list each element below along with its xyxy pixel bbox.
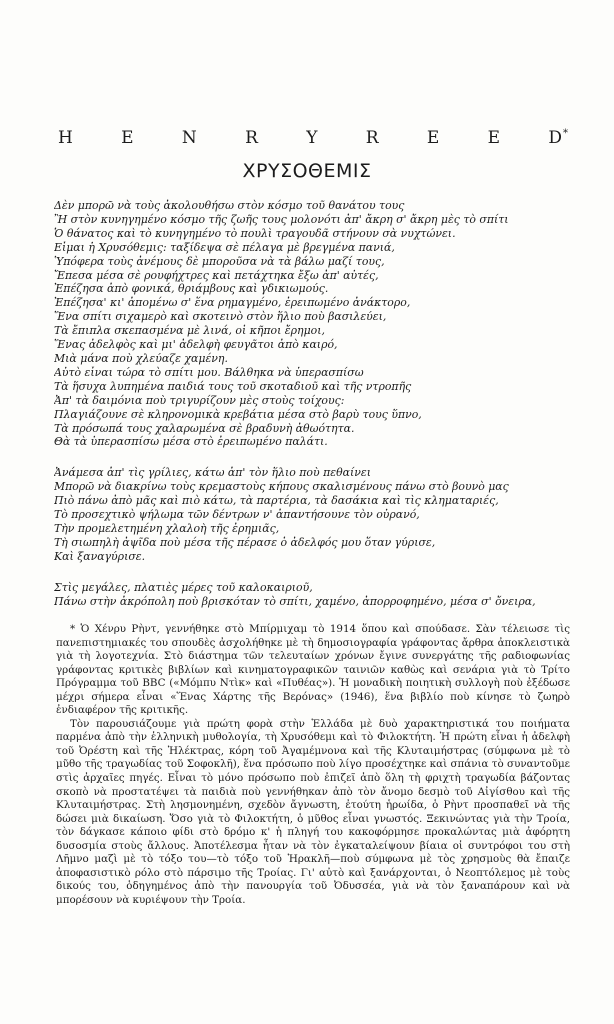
poem-line: Στὶς μεγάλες, πλατιὲς μέρες τοῦ καλοκαιριοῦ, [54, 580, 313, 594]
poem-line: Πάνω στὴν ἀκρόπολη ποὺ βρισκόταν τὸ σπίτι, χαμένο, ἀπορροφημένο, μέσα σ' ὄνειρα, [54, 594, 536, 608]
poem-line: Ἢ στὸν κυνηγημένο κόσμο τῆς ζωῆς τους μολονότι ἀπ' ἄκρη σ' ἄκρη μὲς τὸ σπίτι [54, 212, 509, 226]
author-letter: E [426, 128, 440, 148]
poem-line: Δὲν μπορῶ νὰ τοὺς ἀκολουθήσω στὸν κόσμο τοῦ θανάτου τους [54, 199, 405, 212]
footnote-marker: * [562, 128, 568, 139]
poem-line: Τὰ πρόσωπά τους χαλαρωμένα σὲ βραδυνὴ ἀθωότητα. [54, 421, 355, 435]
poem-line: Ἐπέζησα' κι' ἀπομένω σ' ἕνα ρημαγμένο, ἐρειπωμένο ἀνάκτορο, [54, 296, 411, 310]
author-letter: E [121, 128, 134, 148]
author-letter: Y [306, 128, 318, 148]
poem-line: Μπορῶ νὰ διακρίνω τοὺς κρεμαστοὺς κήπους σκαλισμένους πάνω στὸ βουνὸ μας [54, 480, 509, 494]
poem-line: Ἀπ' τὰ δαιμόνια ποὺ τριγυρίζουν μὲς στοὺς τοίχους: [54, 393, 345, 407]
author-letter: R [245, 128, 258, 148]
poem-line: Πλαγιάζουνε σὲ κληρονομικὰ κρεβάτια μέσα στὸ βαρὺ τους ὕπνο, [54, 407, 422, 421]
poem-line: Εἶμαι ἡ Χρυσόθεμις: ταξίδεψα σὲ πέλαγα μὲ βρεγμένα πανιά, [54, 240, 395, 254]
poem-line: Ἐπέζησα ἀπὸ φονικά, θριάμβους καὶ γδικιωμούς. [54, 282, 329, 296]
footnote-paragraph: * Ὁ Χένρυ Ρὴντ, γεννήθηκε στὸ Μπίρμιχαμ τὸ 1914 ὅπου καὶ σπούδασε. Σὰν τέλειωσε τὶς πανεπιστημιακές του σπουδὲς ἀσχολήθηκε μὲ τὴ δημοσιογραφία γράφοντας ἄρθρα ἀποκλειστικὰ γιὰ τὴ λογοτεχνία. Στὸ διάστημα τῶν τελευταίων χρόνων ἔγινε συνεργάτης τῆς ραδιοφωνίας γράφοντας κριτικὲς βιβλίων καὶ κινηματογραφικῶν ταινιῶν καθὼς καὶ σενάρια γιὰ τὸ Τρίτο Πρόγραμμα τοῦ BBC («Μόμπυ Ντὶκ» καὶ «Πυθέας»). Ἡ μοναδικὴ ποιητικὴ συλλογὴ ποὺ ἐξέδωσε μέχρι σήμερα εἶναι «Ἕνας Χάρτης τῆς Βερόνας» (1946), ἕνα βιβλίο ποὺ κίνησε τὸ ζωηρὸ ἐνδιαφέρον τῆς κριτικῆς. [56, 623, 570, 717]
poem-line: Τὸ προσεχτικὸ ψήλωμα τῶν δέντρων ν' ἀπαντήσουνε τὸν οὐρανό, [54, 508, 420, 522]
poem-line: Πιὸ πάνω ἀπὸ μᾶς καὶ πιὸ κάτω, τὰ παρτέρια, τὰ δασάκια καὶ τὶς κληματαριές, [54, 494, 499, 508]
poem-line: Τὴν προμελετημένη χλαλοὴ τῆς ἐρημιᾶς, [54, 521, 280, 535]
poem-title: ΧΡΥΣΟΘΕΜΙΣ [242, 160, 372, 182]
author-letter: D [548, 128, 562, 148]
author-heading [58, 128, 568, 148]
footnote [56, 623, 570, 907]
poem-line: Ἕνας ἀδελφὸς καὶ μι' ἀδελφὴ φευγᾶτοι ἀπὸ καιρό, [54, 338, 338, 352]
poem-line: Τὰ ἔπιπλα σκεπασμένα μὲ λινά, οἱ κῆποι ἔρημοι, [54, 324, 325, 338]
poem-line: Θὰ τὰ ὑπερασπίσω μέσα στὸ ἐρειπωμένο παλάτι. [54, 435, 328, 449]
poem-line: Καὶ ξαναγύρισε. [54, 549, 146, 563]
author-letter: E [487, 128, 501, 148]
poem-line: Αὐτὸ εἶναι τώρα τὸ σπίτι μου. Βάλθηκα νὰ ὑπερασπίσω [54, 365, 364, 379]
poem-body [54, 199, 574, 625]
poem-line: Ἀνάμεσα ἀπ' τὶς γρίλιες, κάτω ἀπ' τὸν ἥλιο ποὺ πεθαίνει [54, 466, 371, 480]
author-letter: R [365, 128, 379, 148]
poem-line: Ἔπεσα μέσα σὲ ρουφήχτρες καὶ πετάχτηκα ἔξω ἀπ' αὐτές, [54, 268, 379, 282]
poem-line: Μιὰ μάνα ποὺ χλεύαζε χαμένη. [54, 351, 228, 365]
poem-line: Τὴ σιωπηλὴ ἀψῖδα ποὺ μέσα τῆς πέρασε ὁ ἀδελφός μου ὅταν γύρισε, [54, 535, 436, 549]
poem-line: Ἕνα σπίτι σιχαμερὸ καὶ σκοτεινὸ στὸν ἥλιο ποὺ βασιλεύει, [54, 310, 387, 324]
poem-line: Τὰ ἥσυχα λυπημένα παιδιά τους τοῦ σκοταδιοῦ καὶ τῆς ντροπῆς [54, 379, 412, 393]
author-letter-last [548, 128, 568, 148]
stanza-3 [54, 581, 574, 609]
footnote-paragraph: Τὸν παρουσιάζουμε γιὰ πρώτη φορὰ στὴν Ἑλλάδα μὲ δυὸ χαρακτηριστικά του ποιήματα παρμένα ἀπὸ τὴν ἑλληνικὴ μυθολογία, τὴ Χρυσόθεμι καὶ τὸ Φιλοκτήτη. Ἡ πρώτη εἶναι ἡ ἀδελφὴ τοῦ Ὀρέστη καὶ τῆς Ἠλέκτρας, κόρη τοῦ Ἀγαμέμνονα καὶ τῆς Κλυταιμήστρας (σύμφωνα μὲ τὸ μῦθο τῆς τραγωδίας τοῦ Σοφοκλῆ), ἕνα πρόσωπο ποὺ λίγο προσέχτηκε καὶ σπάνια τὸ συναντοῦμε στὶς ἀρχαῖες πηγές. Εἶναι τὸ μόνο πρόσωπο ποὺ ἐπιζεῖ ἀπὸ ὅλη τὴ φριχτὴ τραγωδία βάζοντας σκοπὸ νὰ προστατέψει τὰ παιδιὰ ποὺ γεννήθηκαν ἀπὸ τὸν ἄνομο δεσμὸ τοῦ Αἰγίσθου καὶ τῆς Κλυταιμήστρας. Στὴ λησμονημένη, σχεδὸν ἄγνωστη, ἐτούτη ἡρωίδα, ὁ Ρὴντ προσπαθεῖ νὰ τῆς δώσει μιὰ δικαίωση. Ὅσο γιὰ τὸ Φιλοκτήτη, ὁ μῦθος εἶναι γνωστός. Ξεκινώντας γιὰ τὴν Τροία, τὸν δάγκασε κάποιο φίδι στὸ δρόμο κ' ἡ πληγή του κακοφόρμησε προκαλώντας μιὰ ἀφόρητη δυσοσμία στοὺς ἄλλους. Ἀποτέλεσμα ἦταν νὰ τὸν ἐγκαταλείψουν βίαια οἱ συντρόφοι του στὴ Λῆμνο μαζὶ μὲ τὸ τόξο του—τὸ τόξο τοῦ Ἡρακλῆ—ποὺ σύμφωνα μὲ τὸς χρησμοὺς θὰ ἔπαιζε ἀποφασιστικὸ ρόλο στὸ πάρσιμο τῆς Τροίας. Γι' αὐτὸ καὶ ξανάρχονται, ὁ Νεοπτόλεμος μὲ τοὺς δικούς του, ὁδηγημένος ἀπὸ τὴν πανουργία τοῦ Ὀδυσσέα, γιὰ νὰ τὸν ξαναπάρουν καὶ νὰ μπορέσουν νὰ κυριέψουν τὴν Τροία. [56, 717, 570, 906]
stanza-1 [54, 199, 574, 449]
poem-line: Ὁ θάνατος καὶ τὸ κυνηγημένο τὸ πουλὶ τραγουδᾶ στήνουν σὰ νυχτώνει. [54, 226, 456, 240]
author-letter: H [58, 128, 73, 148]
stanza-2 [54, 466, 574, 563]
poem-line: Ὑπόφερα τοὺς ἀνέμους δὲ μποροῦσα νὰ τὰ βάλω μαζί τους, [54, 254, 385, 268]
author-letter: N [181, 128, 197, 148]
